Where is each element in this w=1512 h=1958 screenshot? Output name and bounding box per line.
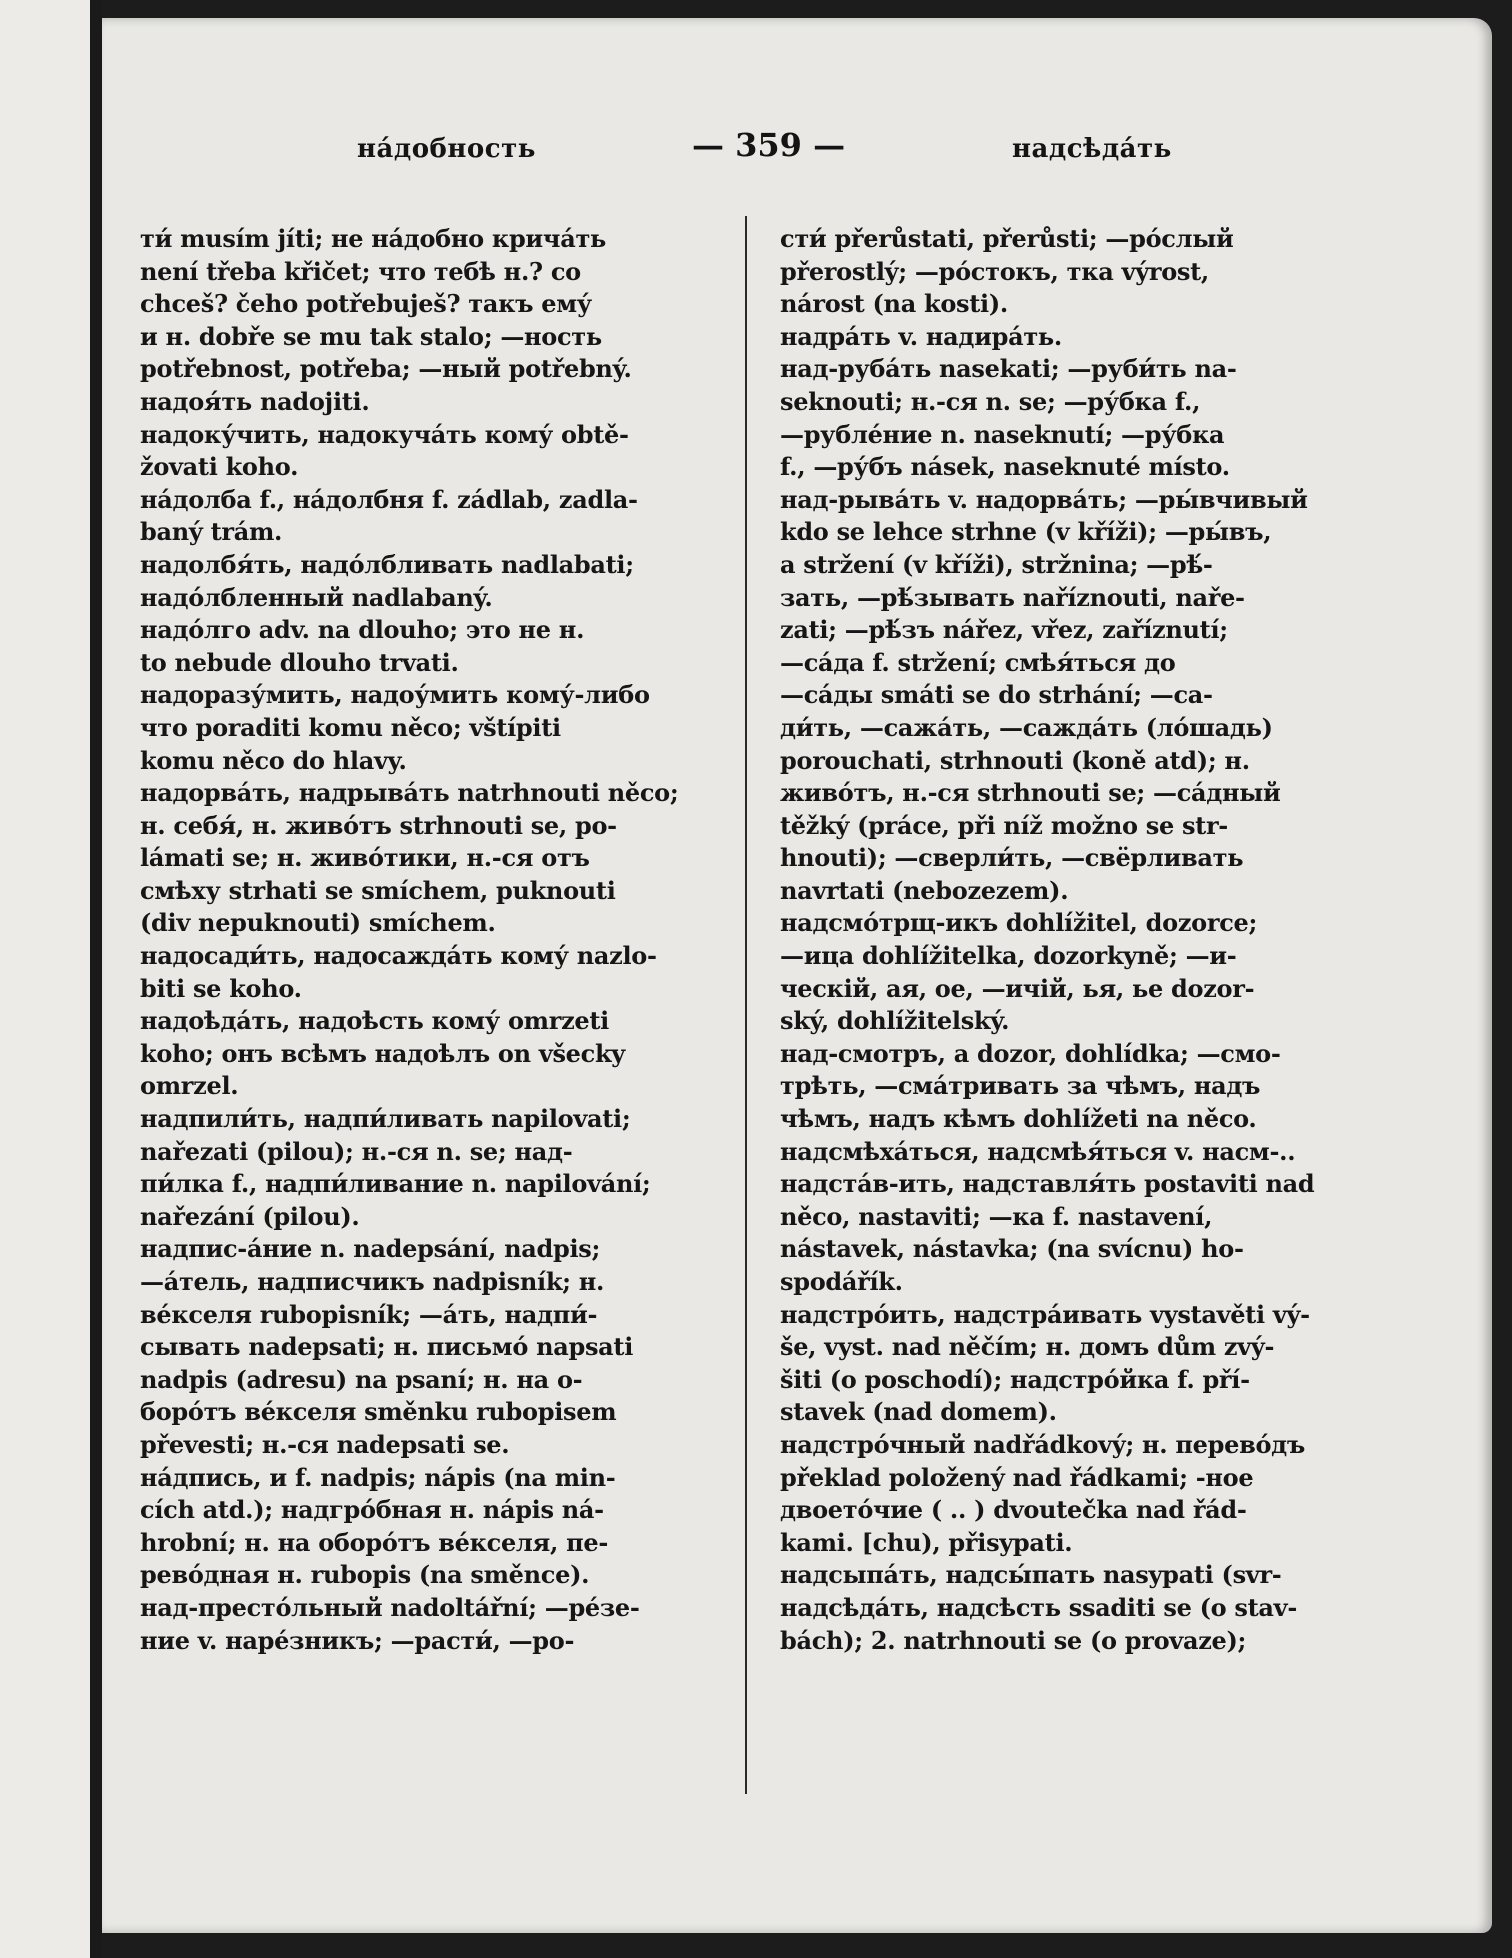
text-line: lámati se; н. живо́тики, н.-ся отъ [140,843,590,873]
text-line: смѣху strhati se smíchem, puknouti [140,875,616,905]
text-line: stavek (nad domem). [780,1397,1057,1427]
text-line: надосади́ть, надосажда́ть кому́ nazlo- [140,941,657,971]
text-line: —са́ды smáti se do strhání; —са- [780,680,1213,710]
text-line: сывать nadepsati; н. письмо́ napsati [140,1332,634,1362]
text-line: bách); 2. natrhnouti se (o provaze); [780,1625,1247,1655]
text-line: надо́лго adv. na dlouho; это не н. [140,615,585,645]
text-line: komu něco do hlavy. [140,745,407,775]
text-line: zati; —рѣ́зъ nářez, vřez, zaříznutí; [780,615,1228,645]
text-line: f., —ру́бъ násek, naseknuté místo. [780,452,1230,482]
text-line: cích atd.); надгро́бная н. nápis ná- [140,1495,604,1525]
text-line: надпис-а́ние n. nadepsání, nadpis; [140,1234,601,1264]
running-head [102,126,1492,176]
text-line: ský, dohlížitelský. [780,1006,1010,1036]
text-line: рево́дная н. rubopis (na směnce). [140,1560,590,1590]
text-line: н. себя́, н. живо́тъ strhnouti se, po- [140,810,617,840]
text-line: porouchati, strhnouti (koně atd); н. [780,745,1250,775]
text-line: těžký (práce, při níž možno se str- [780,810,1228,840]
text-line: надоѣда́ть, надоѣсть кому́ omrzeti [140,1006,609,1036]
text-line: překlad položený nad řádkami; -ное [780,1462,1254,1492]
text-line: přerostlý; —ро́стокъ, тка výrost, [780,256,1209,286]
text-line: ди́ть, —сажа́ть, —сажда́ть (ло́шадь) [780,712,1273,742]
text-line: hrobní; н. на оборо́тъ ве́кселя, пе- [140,1527,608,1557]
text-line: надорва́ть, надрыва́ть natrhnouti něco; [140,778,679,808]
text-line: двоето́чие ( .. ) dvoutečka nad řád- [780,1495,1247,1525]
text-line: надоя́ть nadojiti. [140,386,370,416]
text-line: (div nepuknouti) smíchem. [140,908,496,938]
previous-page-edge [0,0,90,1958]
text-line: надсмѣха́ться, надсмѣя́ться v. насм-.. [780,1136,1296,1166]
text-line: ческій, ая, ое, —ичій, ья, ье dozor- [780,973,1255,1003]
text-line: надо́лбленный nadlabaný. [140,582,493,612]
text-line: koho; онъ всѣмъ надоѣлъ on všecky [140,1038,625,1068]
text-line: что poraditi komu něco; vštípiti [140,712,561,742]
text-line: сти́ přerůstati, přerůsti; —ро́слый [780,224,1234,253]
text-line: —са́да f. stržení; смѣя́ться до [780,647,1176,677]
text-line: живо́тъ, н.-ся strhnouti se; —са́дный [780,778,1281,808]
right-column [780,223,1315,1657]
text-line: над-престо́льный nadoltářní; —ре́зе- [140,1592,640,1622]
text-line: omrzel. [140,1071,239,1101]
text-line: nadpis (adresu) na psaní; н. на о- [140,1364,583,1394]
left-guide-word: на́добность [357,134,536,164]
text-line: надсыпа́ть, надсы́пать nasypati (svr- [780,1560,1282,1590]
text-line: надста́в-ить, надставля́ть postaviti nad [780,1169,1315,1199]
text-line: žovati koho. [140,452,299,482]
book-gutter [90,0,102,1958]
column-divider [745,216,747,1794]
text-line: надоразу́мить, надоу́мить кому́-либо [140,680,650,710]
text-line: надра́ть v. надира́ть. [780,321,1062,351]
text-line: něco, nastaviti; —ка f. nastavení, [780,1201,1213,1231]
text-line: —а́тель, надписчикъ nadpisník; н. [140,1267,605,1296]
page-number: — 359 — [692,126,846,164]
text-line: ве́кселя rubopisník; —а́ть, надпи́- [140,1299,598,1329]
text-line: —ица dohlížitelka, dozorkyně; —и- [780,941,1237,971]
text-line: biti se koho. [140,973,302,1003]
text-line: на́долба f., на́долбня f. zádlab, zadla- [140,484,638,514]
text-line: ти́ musím jíti; не на́добно крича́ть [140,224,607,253]
text-line: надолбя́ть, надо́лбливать nadlabati; [140,549,634,579]
text-line: пи́лка f., надпи́ливание n. napilování; [140,1169,651,1199]
text-line: и н. dobře se mu tak stalo; —ность [140,321,602,351]
text-line: hnouti); —сверли́ть, —свёрливать [780,843,1244,873]
text-line: chceš? čeho potřebuješ? такъ ему́ [140,289,592,319]
text-line: над-смотръ, а dozor, dohlídka; —смо- [780,1038,1281,1068]
text-line: —рубле́ние n. naseknutí; —ру́бка [780,419,1225,449]
text-line: надстро́ить, надстра́ивать vystavěti vý- [780,1299,1310,1329]
text-line: nařezati (pilou); н.-ся n. se; над- [140,1136,573,1166]
text-line: še, vyst. nad něčím; н. домъ dům zvý- [780,1332,1275,1362]
text-line: a stržení (v kříži), stržnina; —рѣ́- [780,549,1213,579]
text-line: nástavek, nástavka; (na svícnu) ho- [780,1234,1244,1264]
text-line: není třeba křičet; что тебѣ н.? co [140,256,581,286]
text-line: надстро́чный nadřádkový; н. перево́дъ [780,1429,1305,1459]
text-line: ние v. наре́зникъ; —расти́, —ро- [140,1625,575,1655]
text-line: надсмо́трщ-икъ dohlížitel, dozorce; [780,908,1258,938]
text-line: šiti (o poschodí); надстро́йка f. pří- [780,1364,1250,1394]
text-line: надоку́чить, надокуча́ть кому́ obtě- [140,419,629,449]
text-line: navrtati (nebozezem). [780,875,1069,905]
text-line: kami. [chu), přisypati. [780,1527,1073,1557]
text-line: надсѣда́ть, надсѣсть ssaditi se (o stav- [780,1592,1297,1622]
text-line: надпили́ть, надпи́ливать napilovati; [140,1104,631,1134]
text-line: трѣть, —сма́тривать за чѣмъ, надъ [780,1071,1261,1101]
text-line: převesti; н.-ся nadepsati se. [140,1429,510,1459]
text-line: на́дпись, и f. nadpis; nápis (na min- [140,1462,616,1492]
text-line: nařezání (pilou). [140,1201,360,1231]
text-line: spodářík. [780,1267,903,1296]
text-line: nárost (na kosti). [780,289,1008,319]
left-column [140,223,679,1657]
dictionary-page [102,18,1492,1933]
right-guide-word: надсѣда́ть [1012,134,1172,164]
text-line: to nebude dlouho trvati. [140,647,459,677]
text-line: potřebnost, potřeba; —ный potřebný. [140,354,632,384]
text-line: kdo se lehce strhne (v kříži); —ры́въ, [780,517,1272,547]
text-line: зать, —рѣ́зывать naříznouti, naře- [780,582,1245,612]
text-line: над-руба́ть nasekati; —руби́ть na- [780,354,1237,384]
text-line: чѣмъ, надъ кѣмъ dohlížeti na něco. [780,1104,1257,1134]
text-line: seknouti; н.-ся n. se; —ру́бка f., [780,386,1201,416]
text-line: боро́тъ ве́кселя směnku rubopisem [140,1397,617,1427]
text-line: baný trám. [140,517,283,547]
text-line: над-рыва́ть v. надорва́ть; —ры́вчивый [780,484,1308,514]
